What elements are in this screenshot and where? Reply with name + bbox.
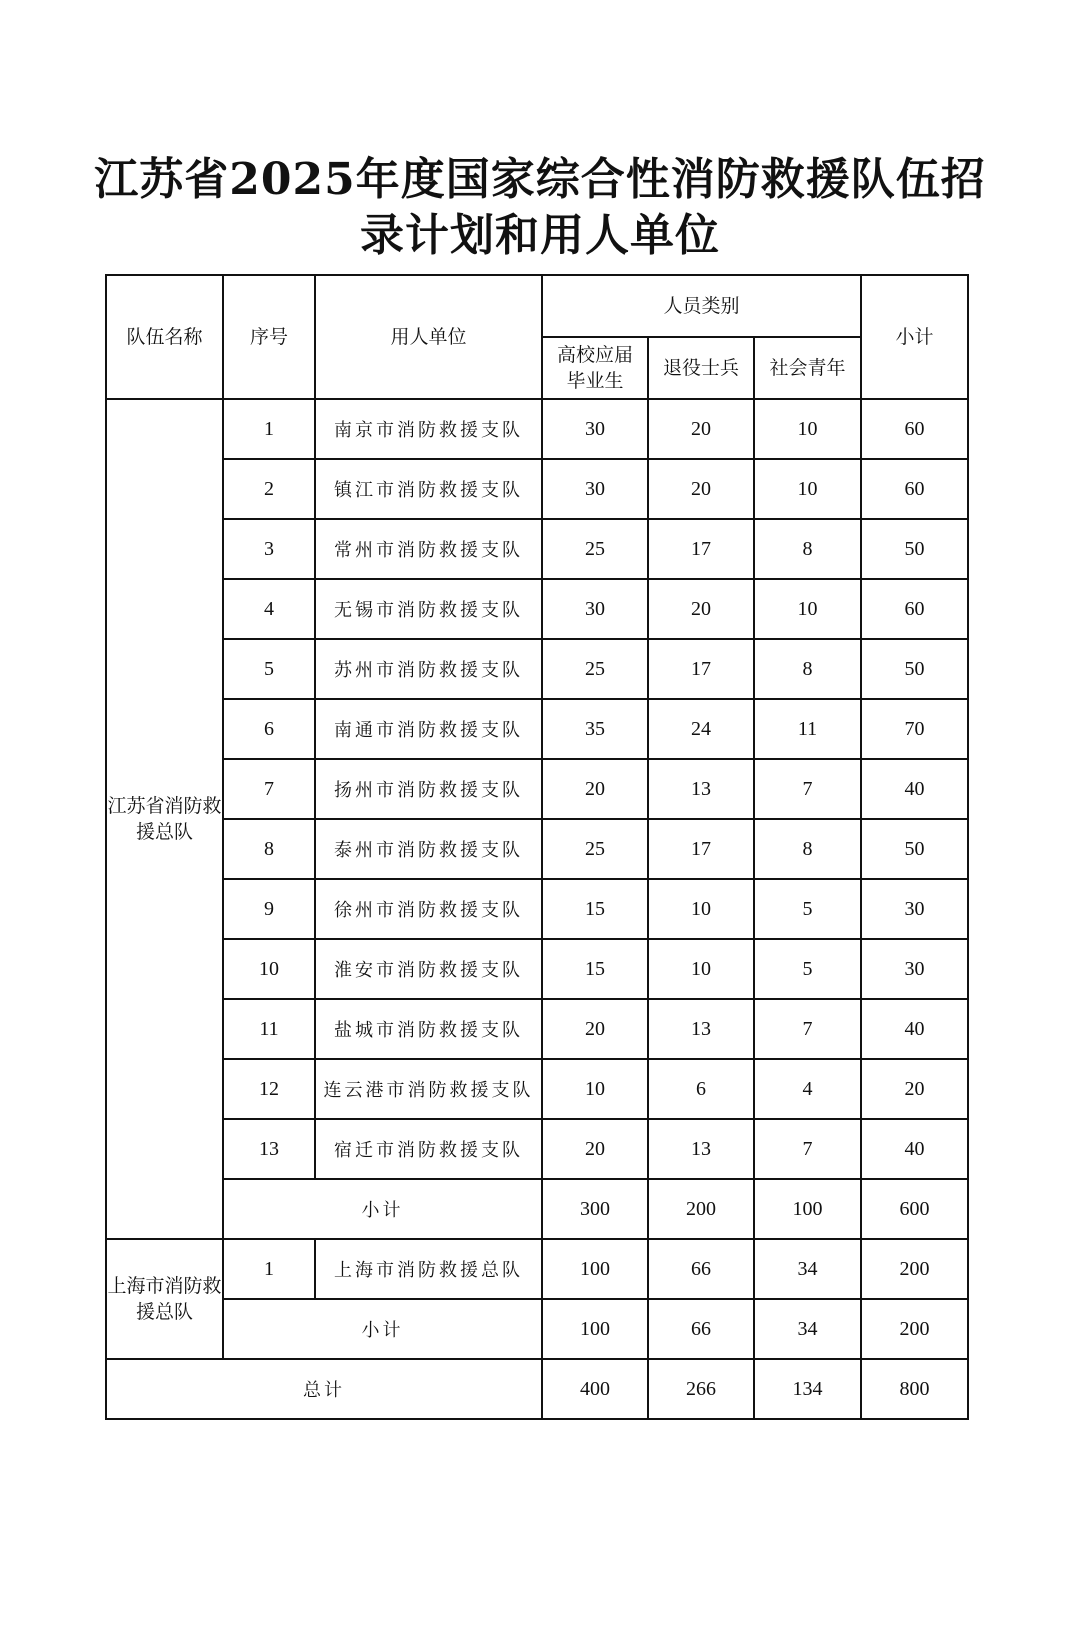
youth-cell: 8 <box>754 639 861 699</box>
table-row <box>106 759 968 819</box>
table-row <box>106 519 968 579</box>
header-graduates: 高校应届毕业生 <box>542 337 648 399</box>
header-unit: 用人单位 <box>315 275 542 399</box>
subtotal-youth: 34 <box>754 1299 861 1359</box>
unit-cell: 盐城市消防救援支队 <box>315 999 542 1059</box>
table-row <box>106 1119 968 1179</box>
team-name-cell: 江苏省消防救援总队 <box>106 399 223 1239</box>
graduates-cell: 20 <box>542 759 648 819</box>
row-subtotal-cell: 30 <box>861 879 968 939</box>
seq-cell: 10 <box>223 939 315 999</box>
graduates-cell: 20 <box>542 999 648 1059</box>
subtotal-row <box>106 1179 968 1239</box>
total-youth: 134 <box>754 1359 861 1419</box>
unit-cell: 南通市消防救援支队 <box>315 699 542 759</box>
seq-cell: 6 <box>223 699 315 759</box>
unit-cell: 连云港市消防救援支队 <box>315 1059 542 1119</box>
seq-cell: 8 <box>223 819 315 879</box>
table-row <box>106 579 968 639</box>
veterans-cell: 66 <box>648 1239 754 1299</box>
graduates-cell: 100 <box>542 1239 648 1299</box>
youth-cell: 7 <box>754 1119 861 1179</box>
graduates-cell: 25 <box>542 519 648 579</box>
youth-cell: 8 <box>754 819 861 879</box>
row-subtotal-cell: 200 <box>861 1239 968 1299</box>
youth-cell: 34 <box>754 1239 861 1299</box>
unit-cell: 上海市消防救援总队 <box>315 1239 542 1299</box>
table-body <box>106 399 968 1419</box>
veterans-cell: 13 <box>648 999 754 1059</box>
veterans-cell: 17 <box>648 819 754 879</box>
row-subtotal-cell: 60 <box>861 459 968 519</box>
table-row <box>106 1239 968 1299</box>
unit-cell: 无锡市消防救援支队 <box>315 579 542 639</box>
seq-cell: 11 <box>223 999 315 1059</box>
seq-cell: 3 <box>223 519 315 579</box>
unit-cell: 泰州市消防救援支队 <box>315 819 542 879</box>
youth-cell: 7 <box>754 759 861 819</box>
row-subtotal-cell: 60 <box>861 579 968 639</box>
graduates-cell: 10 <box>542 1059 648 1119</box>
youth-cell: 11 <box>754 699 861 759</box>
table-row <box>106 879 968 939</box>
row-subtotal-cell: 40 <box>861 759 968 819</box>
header-youth: 社会青年 <box>754 337 861 399</box>
row-subtotal-cell: 50 <box>861 819 968 879</box>
subtotal-veterans: 66 <box>648 1299 754 1359</box>
veterans-cell: 10 <box>648 879 754 939</box>
graduates-cell: 25 <box>542 819 648 879</box>
youth-cell: 10 <box>754 399 861 459</box>
graduates-cell: 30 <box>542 459 648 519</box>
total-veterans: 266 <box>648 1359 754 1419</box>
youth-cell: 10 <box>754 459 861 519</box>
unit-cell: 镇江市消防救援支队 <box>315 459 542 519</box>
total-subtotal: 800 <box>861 1359 968 1419</box>
header-seq: 序号 <box>223 275 315 399</box>
subtotal-total: 200 <box>861 1299 968 1359</box>
table-row <box>106 939 968 999</box>
veterans-cell: 6 <box>648 1059 754 1119</box>
table-row <box>106 459 968 519</box>
subtotal-graduates: 100 <box>542 1299 648 1359</box>
table-row <box>106 639 968 699</box>
unit-cell: 扬州市消防救援支队 <box>315 759 542 819</box>
youth-cell: 8 <box>754 519 861 579</box>
total-graduates: 400 <box>542 1359 648 1419</box>
seq-cell: 1 <box>223 1239 315 1299</box>
table-row <box>106 999 968 1059</box>
veterans-cell: 17 <box>648 519 754 579</box>
row-subtotal-cell: 50 <box>861 639 968 699</box>
graduates-cell: 25 <box>542 639 648 699</box>
unit-cell: 淮安市消防救援支队 <box>315 939 542 999</box>
seq-cell: 2 <box>223 459 315 519</box>
graduates-cell: 30 <box>542 399 648 459</box>
subtotal-veterans: 200 <box>648 1179 754 1239</box>
youth-cell: 5 <box>754 879 861 939</box>
subtotal-row <box>106 1299 968 1359</box>
header-veterans: 退役士兵 <box>648 337 754 399</box>
header-category: 人员类别 <box>542 275 861 337</box>
seq-cell: 9 <box>223 879 315 939</box>
unit-cell: 徐州市消防救援支队 <box>315 879 542 939</box>
team-name-cell: 上海市消防救援总队 <box>106 1239 223 1359</box>
table-row <box>106 399 968 459</box>
graduates-cell: 30 <box>542 579 648 639</box>
graduates-cell: 35 <box>542 699 648 759</box>
veterans-cell: 24 <box>648 699 754 759</box>
unit-cell: 苏州市消防救援支队 <box>315 639 542 699</box>
subtotal-label: 小计 <box>223 1179 542 1239</box>
unit-cell: 南京市消防救援支队 <box>315 399 542 459</box>
seq-cell: 13 <box>223 1119 315 1179</box>
header-team: 队伍名称 <box>106 275 223 399</box>
veterans-cell: 20 <box>648 459 754 519</box>
veterans-cell: 13 <box>648 759 754 819</box>
row-subtotal-cell: 60 <box>861 399 968 459</box>
unit-cell: 常州市消防救援支队 <box>315 519 542 579</box>
youth-cell: 7 <box>754 999 861 1059</box>
row-subtotal-cell: 20 <box>861 1059 968 1119</box>
table-row <box>106 1059 968 1119</box>
subtotal-total: 600 <box>861 1179 968 1239</box>
document-title-line-2: 录计划和用人单位 <box>360 210 720 261</box>
row-subtotal-cell: 70 <box>861 699 968 759</box>
veterans-cell: 20 <box>648 399 754 459</box>
unit-cell: 宿迁市消防救援支队 <box>315 1119 542 1179</box>
subtotal-youth: 100 <box>754 1179 861 1239</box>
graduates-cell: 15 <box>542 939 648 999</box>
youth-cell: 4 <box>754 1059 861 1119</box>
table-row <box>106 819 968 879</box>
youth-cell: 5 <box>754 939 861 999</box>
graduates-cell: 15 <box>542 879 648 939</box>
seq-cell: 4 <box>223 579 315 639</box>
veterans-cell: 17 <box>648 639 754 699</box>
seq-cell: 1 <box>223 399 315 459</box>
row-subtotal-cell: 50 <box>861 519 968 579</box>
subtotal-graduates: 300 <box>542 1179 648 1239</box>
veterans-cell: 10 <box>648 939 754 999</box>
seq-cell: 7 <box>223 759 315 819</box>
veterans-cell: 20 <box>648 579 754 639</box>
total-label: 总计 <box>106 1359 542 1419</box>
subtotal-label: 小计 <box>223 1299 542 1359</box>
row-subtotal-cell: 30 <box>861 939 968 999</box>
total-row <box>106 1359 968 1419</box>
row-subtotal-cell: 40 <box>861 999 968 1059</box>
row-subtotal-cell: 40 <box>861 1119 968 1179</box>
recruitment-plan-table <box>105 274 969 1420</box>
seq-cell: 12 <box>223 1059 315 1119</box>
veterans-cell: 13 <box>648 1119 754 1179</box>
graduates-cell: 20 <box>542 1119 648 1179</box>
header-subtotal: 小计 <box>861 275 968 399</box>
seq-cell: 5 <box>223 639 315 699</box>
table-row <box>106 699 968 759</box>
table-header-row <box>106 275 968 337</box>
youth-cell: 10 <box>754 579 861 639</box>
document-title-line-1: 江苏省2025年度国家综合性消防救援队伍招 <box>94 154 986 205</box>
